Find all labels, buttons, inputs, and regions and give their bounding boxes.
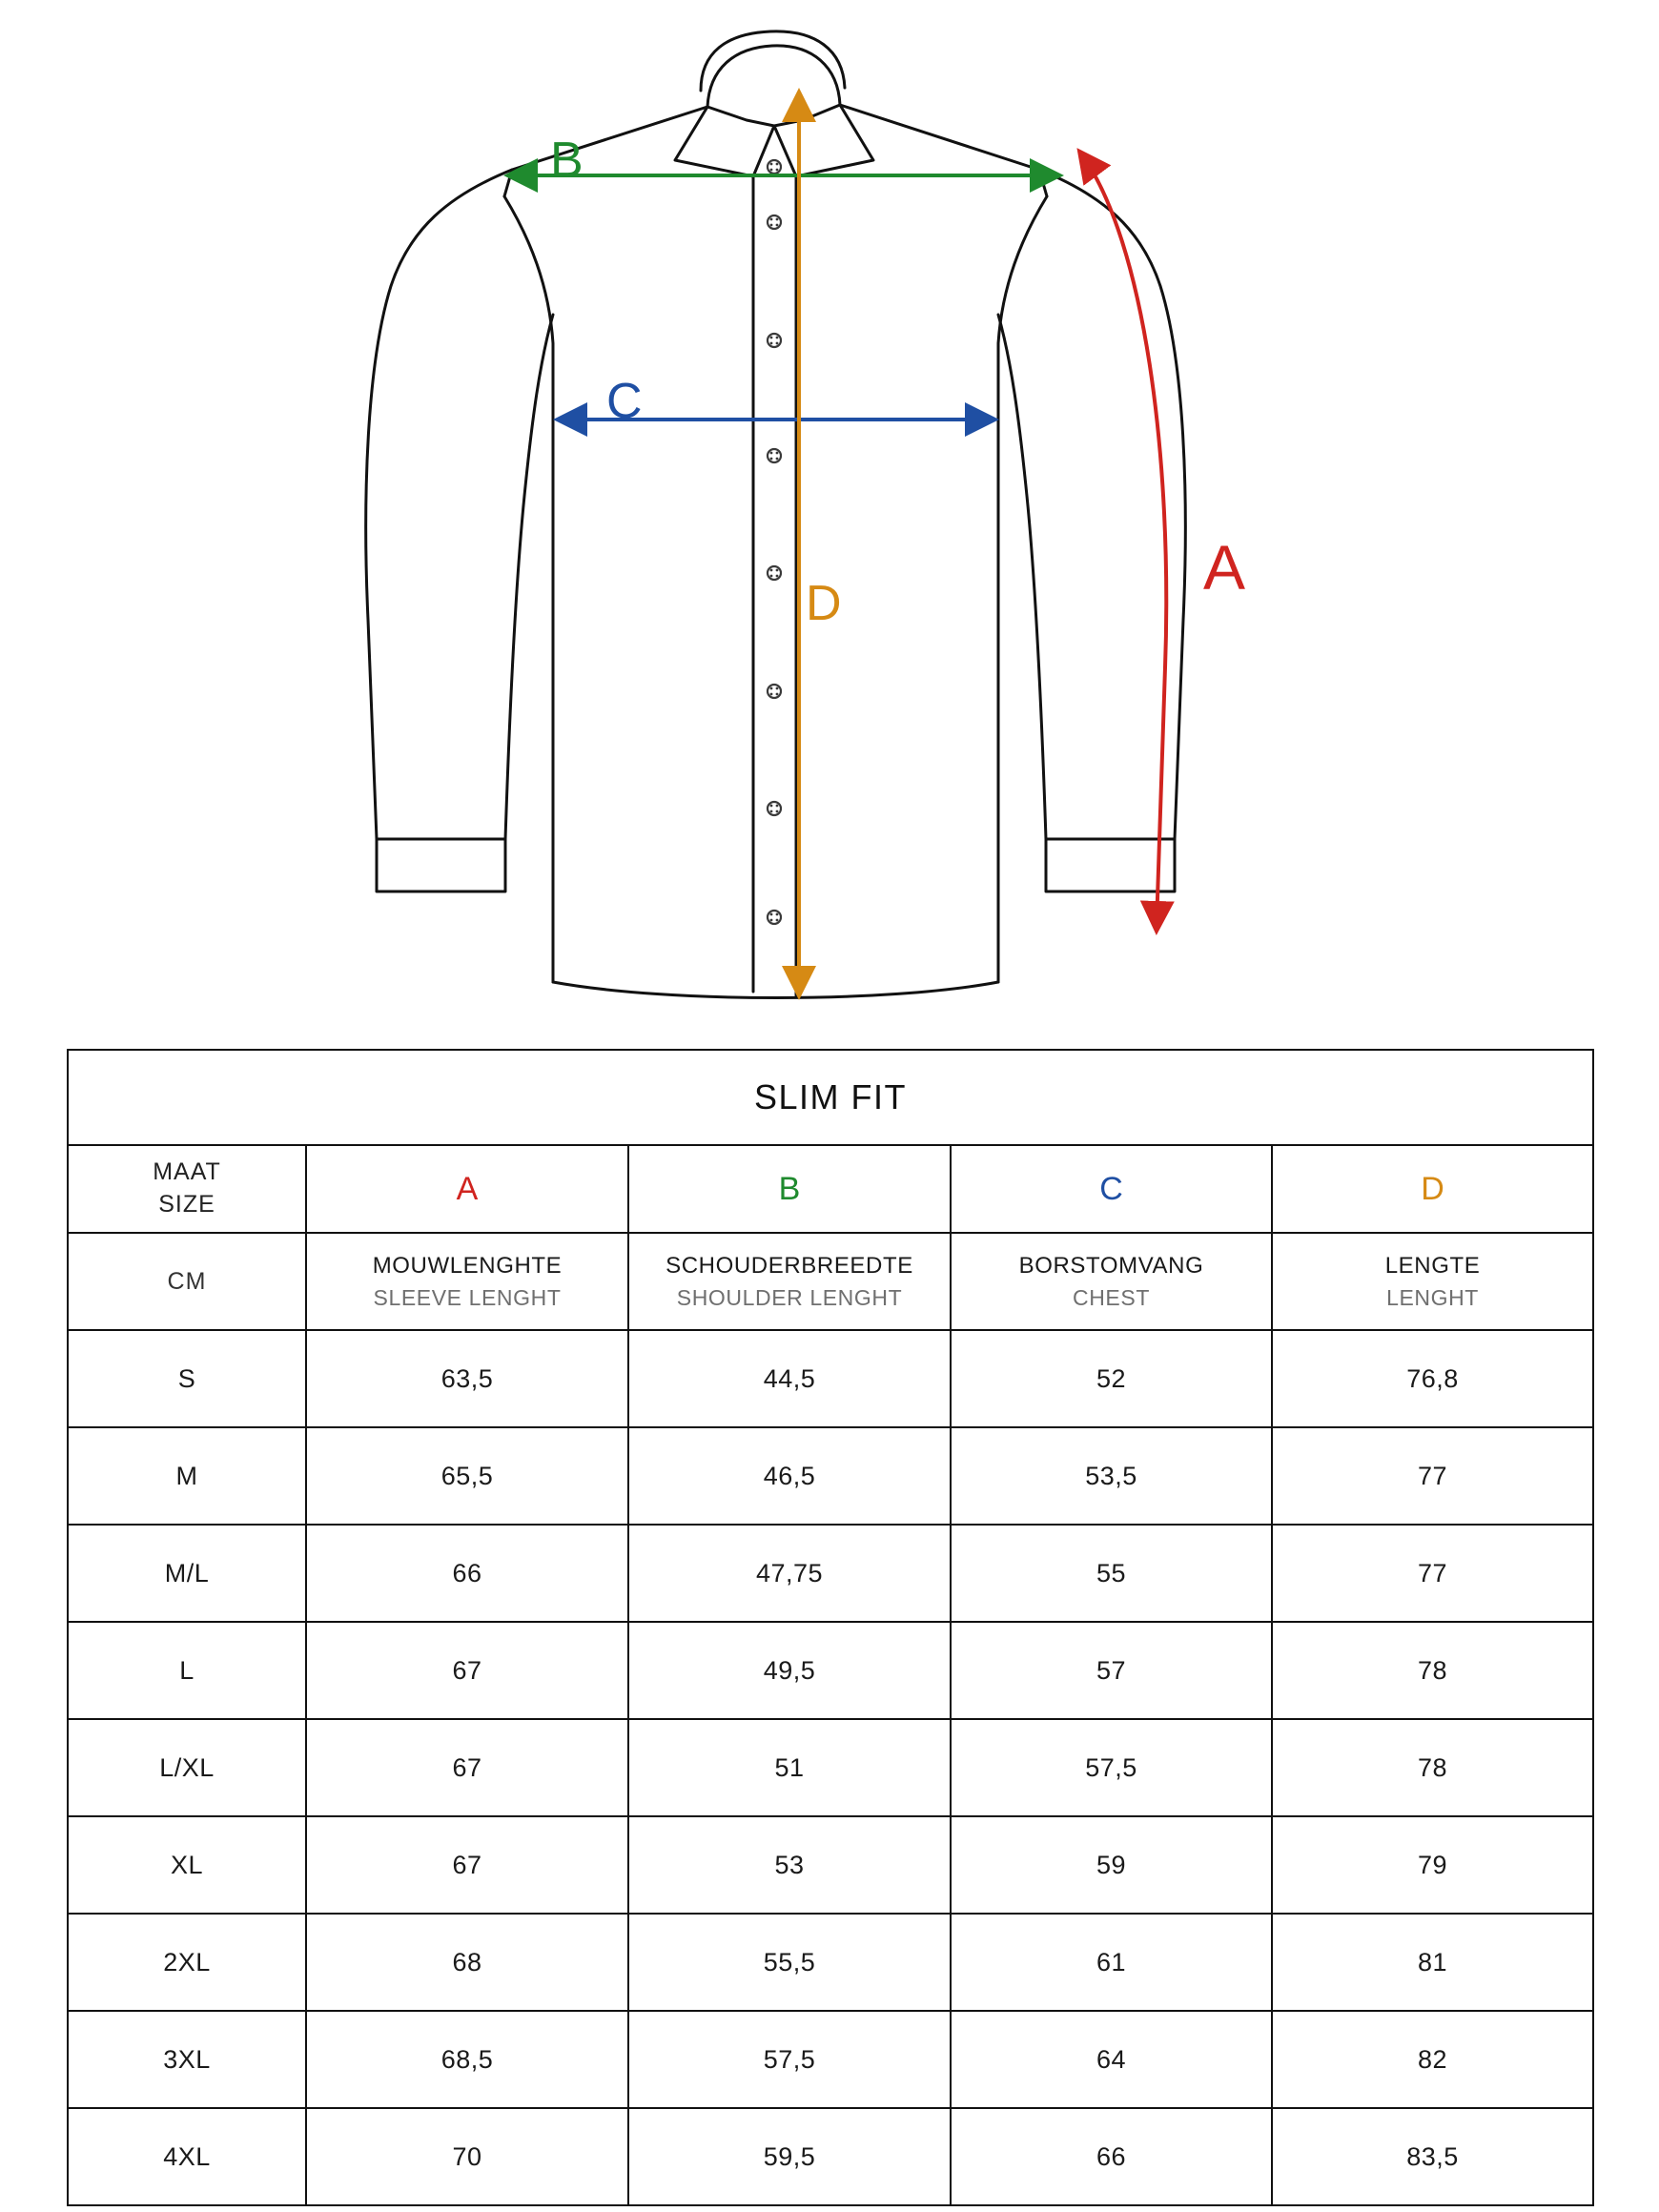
shirt-drawing <box>0 0 1659 1039</box>
row-value-d: 83,5 <box>1272 2108 1593 2205</box>
row-value-d: 78 <box>1272 1622 1593 1719</box>
row-value-d: 79 <box>1272 1816 1593 1914</box>
marker-label-c: C <box>606 374 643 429</box>
size-table-wrapper <box>67 1049 1592 2206</box>
row-value-a: 70 <box>306 2108 628 2205</box>
row-value-a: 67 <box>306 1719 628 1816</box>
shirt-illustration <box>0 0 1659 1039</box>
table-row <box>68 1525 1593 1622</box>
row-size: S <box>68 1330 306 1427</box>
column-desc-d-en: LENGHT <box>1386 1284 1479 1310</box>
row-value-a: 68,5 <box>306 2011 628 2108</box>
row-value-c: 64 <box>951 2011 1272 2108</box>
row-value-d: 77 <box>1272 1525 1593 1622</box>
row-size: XL <box>68 1816 306 1914</box>
row-value-b: 57,5 <box>628 2011 951 2108</box>
table-row <box>68 1622 1593 1719</box>
row-value-c: 59 <box>951 1816 1272 1914</box>
unit-header: CM <box>68 1233 306 1330</box>
row-value-a: 68 <box>306 1914 628 2011</box>
size-header-nl: MAAT <box>153 1158 221 1186</box>
row-value-c: 57,5 <box>951 1719 1272 1816</box>
marker-label-b: B <box>550 133 584 188</box>
marker-label-a: A <box>1203 532 1246 603</box>
table-row <box>68 1719 1593 1816</box>
column-desc-c-nl: BORSTOMVANG <box>1018 1253 1204 1280</box>
row-value-b: 47,75 <box>628 1525 951 1622</box>
row-value-a: 67 <box>306 1816 628 1914</box>
row-size: 4XL <box>68 2108 306 2205</box>
row-value-a: 67 <box>306 1622 628 1719</box>
row-size: M <box>68 1427 306 1525</box>
table-row <box>68 1427 1593 1525</box>
row-value-b: 44,5 <box>628 1330 951 1427</box>
table-title-row <box>68 1050 1593 1145</box>
marker-label-d: D <box>806 576 842 631</box>
row-value-d: 78 <box>1272 1719 1593 1816</box>
column-desc-d <box>1272 1233 1593 1330</box>
row-size: M/L <box>68 1525 306 1622</box>
row-value-c: 57 <box>951 1622 1272 1719</box>
row-size: L <box>68 1622 306 1719</box>
table-row <box>68 1816 1593 1914</box>
table-row <box>68 1330 1593 1427</box>
row-value-b: 59,5 <box>628 2108 951 2205</box>
row-value-a: 65,5 <box>306 1427 628 1525</box>
row-size: 2XL <box>68 1914 306 2011</box>
table-row <box>68 1914 1593 2011</box>
row-value-b: 55,5 <box>628 1914 951 2011</box>
row-value-c: 66 <box>951 2108 1272 2205</box>
column-desc-c <box>951 1233 1272 1330</box>
column-letter-a: A <box>306 1145 628 1233</box>
column-letter-d: D <box>1272 1145 1593 1233</box>
table-row <box>68 2108 1593 2205</box>
column-desc-b <box>628 1233 951 1330</box>
row-value-a: 66 <box>306 1525 628 1622</box>
row-value-a: 63,5 <box>306 1330 628 1427</box>
row-value-b: 51 <box>628 1719 951 1816</box>
size-header-cell <box>68 1145 306 1233</box>
row-value-c: 52 <box>951 1330 1272 1427</box>
size-table <box>67 1049 1594 2206</box>
row-value-d: 76,8 <box>1272 1330 1593 1427</box>
row-value-c: 61 <box>951 1914 1272 2011</box>
row-value-d: 81 <box>1272 1914 1593 2011</box>
row-size: L/XL <box>68 1719 306 1816</box>
column-letter-c: C <box>951 1145 1272 1233</box>
column-desc-d-nl: LENGTE <box>1384 1253 1481 1280</box>
column-desc-c-en: CHEST <box>1073 1284 1150 1310</box>
table-row <box>68 2011 1593 2108</box>
row-value-b: 53 <box>628 1816 951 1914</box>
column-desc-a-nl: MOUWLENGHTE <box>372 1253 563 1280</box>
row-value-c: 53,5 <box>951 1427 1272 1525</box>
row-value-b: 49,5 <box>628 1622 951 1719</box>
table-letter-row <box>68 1145 1593 1233</box>
row-value-d: 77 <box>1272 1427 1593 1525</box>
size-header-en: SIZE <box>158 1191 215 1218</box>
row-value-b: 46,5 <box>628 1427 951 1525</box>
table-description-row <box>68 1233 1593 1330</box>
row-value-c: 55 <box>951 1525 1272 1622</box>
column-desc-a-en: SLEEVE LENGHT <box>373 1284 562 1310</box>
column-desc-a <box>306 1233 628 1330</box>
column-desc-b-en: SHOULDER LENGHT <box>676 1284 903 1310</box>
table-title: SLIM FIT <box>68 1050 1593 1145</box>
column-desc-b-nl: SCHOUDERBREEDTE <box>666 1253 913 1280</box>
row-value-d: 82 <box>1272 2011 1593 2108</box>
row-size: 3XL <box>68 2011 306 2108</box>
column-letter-b: B <box>628 1145 951 1233</box>
